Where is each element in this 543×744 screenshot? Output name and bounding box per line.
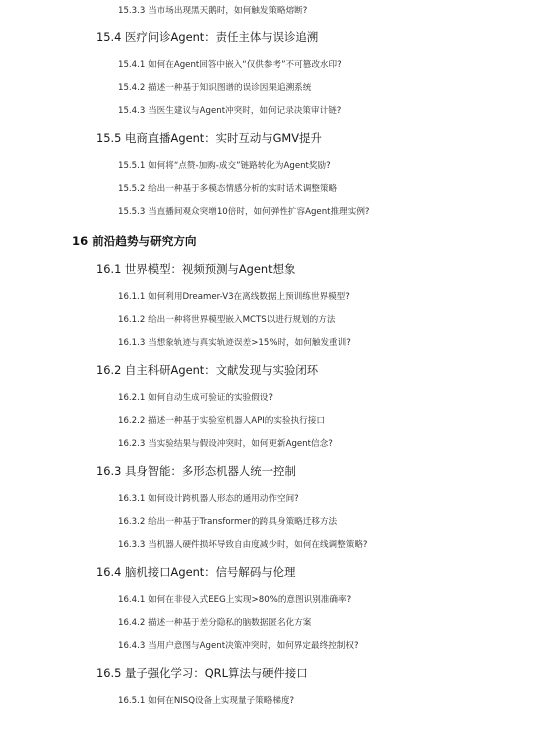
toc-entry-15-4-3[interactable]: 15.4.3 当医生建议与Agent冲突时，如何记录决策审计链?	[118, 106, 342, 116]
toc-section-16-3[interactable]: 16.3 具身智能：多形态机器人统一控制	[96, 464, 296, 478]
toc-entry-16-1-3[interactable]: 16.1.3 当想象轨迹与真实轨迹误差>15%时，如何触发重训?	[118, 338, 351, 348]
toc-section-15-5[interactable]: 15.5 电商直播Agent：实时互动与GMV提升	[96, 131, 322, 145]
toc-entry-15-5-1[interactable]: 15.5.1 如何将“点赞-加购-成交”链路转化为Agent奖励?	[118, 161, 331, 171]
toc-entry-16-3-1[interactable]: 16.3.1 如何设计跨机器人形态的通用动作空间?	[118, 494, 299, 504]
toc-entry-15-5-3[interactable]: 15.5.3 当直播间观众突增10倍时，如何弹性扩容Agent推理实例?	[118, 207, 370, 217]
toc-entry-16-4-1[interactable]: 16.4.1 如何在非侵入式EEG上实现>80%的意图识别准确率?	[118, 595, 352, 605]
toc-entry-15-5-2[interactable]: 15.5.2 给出一种基于多模态情感分析的实时话术调整策略	[118, 184, 338, 194]
toc-section-16-1[interactable]: 16.1 世界模型：视频预测与Agent想象	[96, 262, 296, 276]
toc-entry-15-3-3[interactable]: 15.3.3 当市场出现黑天鹅时，如何触发策略熔断?	[118, 6, 308, 16]
toc-entry-16-1-1[interactable]: 16.1.1 如何利用Dreamer-V3在离线数据上预训练世界模型?	[118, 292, 350, 302]
toc-section-16-5[interactable]: 16.5 量子强化学习：QRL算法与硬件接口	[96, 666, 308, 680]
toc-entry-16-1-2[interactable]: 16.1.2 给出一种将世界模型嵌入MCTS以进行规划的方法	[118, 315, 336, 325]
toc-section-16-2[interactable]: 16.2 自主科研Agent：文献发现与实验闭环	[96, 363, 319, 377]
toc-chapter-16[interactable]: 16 前沿趋势与研究方向	[72, 234, 197, 248]
toc-entry-16-3-3[interactable]: 16.3.3 当机器人硬件损坏导致自由度减少时，如何在线调整策略?	[118, 540, 368, 550]
toc-entry-16-4-2[interactable]: 16.4.2 描述一种基于差分隐私的脑数据匿名化方案	[118, 618, 312, 628]
toc-entry-16-2-1[interactable]: 16.2.1 如何自动生成可验证的实验假设?	[118, 393, 273, 403]
toc-entry-15-4-2[interactable]: 15.4.2 描述一种基于知识图谱的误诊因果追溯系统	[118, 83, 312, 93]
toc-entry-16-2-2[interactable]: 16.2.2 描述一种基于实验室机器人API的实验执行接口	[118, 416, 325, 426]
toc-entry-16-4-3[interactable]: 16.4.3 当用户意图与Agent决策冲突时，如何界定最终控制权?	[118, 641, 359, 651]
toc-entry-16-5-1[interactable]: 16.5.1 如何在NISQ设备上实现量子策略梯度?	[118, 696, 295, 706]
toc-entry-15-4-1[interactable]: 15.4.1 如何在Agent回答中嵌入“仅供参考”不可篡改水印?	[118, 60, 342, 70]
toc-section-15-4[interactable]: 15.4 医疗问诊Agent：责任主体与误诊追溯	[96, 30, 319, 44]
toc-entry-16-2-3[interactable]: 16.2.3 当实验结果与假设冲突时，如何更新Agent信念?	[118, 439, 333, 449]
toc-section-16-4[interactable]: 16.4 脑机接口Agent：信号解码与伦理	[96, 565, 296, 579]
toc-entry-16-3-2[interactable]: 16.3.2 给出一种基于Transformer的跨具身策略迁移方法	[118, 517, 338, 527]
